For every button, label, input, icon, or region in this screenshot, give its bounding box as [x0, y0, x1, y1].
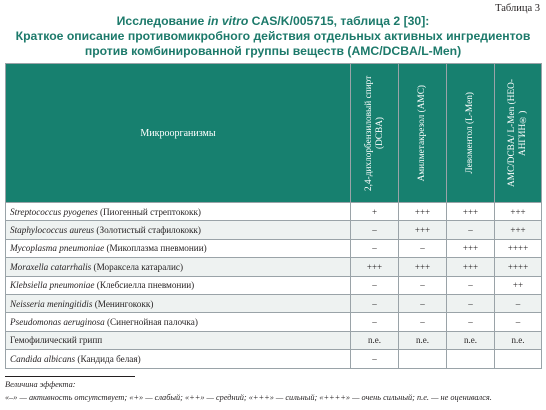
activity-value-cell: ++++	[495, 258, 542, 276]
organism-russian-name: (Золотистый стафилококк)	[94, 225, 201, 236]
header-dcba-label: 2,4-дихлорбензиловый спирт (DCBA)	[363, 75, 385, 191]
organism-cell	[6, 276, 351, 294]
activity-value-cell: +++	[351, 258, 399, 276]
activity-value-cell: +++	[495, 221, 542, 239]
activity-value-cell: –	[351, 239, 399, 257]
activity-value-cell	[399, 350, 447, 368]
activity-value-cell	[495, 350, 542, 368]
title-line-1-post: CAS/K/005715, таблица 2 [30]:	[248, 14, 430, 28]
activity-value-cell: –	[399, 276, 447, 294]
organism-latin-name: Mycoplasma pneumoniae	[10, 243, 105, 254]
activity-value-cell: n.e.	[447, 331, 495, 349]
activity-value-cell	[447, 350, 495, 368]
header-combination	[495, 64, 542, 203]
title-line-3: против комбинированной группы веществ (AMC/DCBA/L-Men)	[84, 44, 462, 58]
organism-cell	[6, 294, 351, 312]
activity-value-cell: n.e.	[495, 331, 542, 349]
title-line-1-pre: Исследование	[116, 14, 208, 28]
activity-value-cell: –	[351, 294, 399, 312]
header-dcba	[351, 64, 399, 203]
activity-value-cell: –	[399, 313, 447, 331]
organism-russian-name: (Менингококк)	[92, 298, 154, 309]
table-row	[6, 294, 542, 312]
title-line-1-italic: in vitro	[207, 14, 249, 28]
title-line-2: Краткое описание противомикробного действия отдельных активных ингредиентов	[15, 29, 531, 43]
organism-latin-name: Klebsiella pneumoniae	[10, 280, 95, 291]
table-row	[6, 276, 542, 294]
activity-value-cell: –	[351, 276, 399, 294]
activity-value-cell: +++	[399, 203, 447, 221]
activity-value-cell: –	[351, 313, 399, 331]
activity-value-cell: +++	[399, 258, 447, 276]
organism-russian-name: (Пиогенный стрептококк)	[97, 206, 201, 217]
organism-latin-name: Candida albicans	[10, 353, 76, 364]
footer-legend-title: Величина эффекта:	[5, 380, 76, 389]
activity-value-cell: ++	[495, 276, 542, 294]
organism-cell	[6, 239, 351, 257]
organism-cell	[6, 203, 351, 221]
organism-cell	[6, 350, 351, 368]
table-row	[6, 313, 542, 331]
activity-value-cell: n.e.	[351, 331, 399, 349]
header-organisms: Микроорганизмы	[6, 64, 351, 203]
header-row	[6, 64, 542, 203]
activity-value-cell: +++	[447, 203, 495, 221]
table-row	[6, 258, 542, 276]
organism-latin-name: Staphylococcus aureus	[10, 225, 95, 236]
table-row	[6, 350, 542, 368]
table-row	[6, 221, 542, 239]
organism-cell	[6, 331, 351, 349]
table-row	[6, 239, 542, 257]
organism-russian-name: Гемофилический грипп	[10, 335, 103, 346]
organism-russian-name: (Микоплазма пневмонии)	[104, 243, 207, 254]
activity-value-cell: ++++	[495, 239, 542, 257]
activity-value-cell: –	[495, 294, 542, 312]
organism-cell	[6, 313, 351, 331]
organism-latin-name: Streptococcus pyogenes	[10, 206, 98, 217]
title-line-1	[0, 14, 546, 29]
header-lmen-label: Левоментол (L-Men)	[465, 92, 475, 174]
activity-value-cell: –	[351, 221, 399, 239]
activity-value-cell: +++	[399, 221, 447, 239]
activity-value-cell: +	[351, 203, 399, 221]
activity-value-cell: +++	[447, 258, 495, 276]
organism-russian-name: (Мораксела катаралис)	[91, 261, 184, 272]
table-number: Таблица 3	[495, 3, 540, 14]
activity-value-cell: +++	[495, 203, 542, 221]
activity-value-cell: –	[399, 239, 447, 257]
activity-value-cell: –	[447, 276, 495, 294]
organism-russian-name: (Кандида белая)	[75, 353, 141, 364]
activity-value-cell: –	[399, 294, 447, 312]
organism-russian-name: (Синегнойная палочка)	[104, 317, 198, 328]
header-combination-label: AMC/DCBA/ L-Men (НЕО-АНГИН®)	[507, 79, 528, 187]
organism-latin-name: Neisseria meningitidis	[10, 298, 93, 309]
data-table	[5, 63, 542, 369]
organism-latin-name: Moraxella catarrhalis	[10, 261, 92, 272]
header-amc-label: Амилметакрезол (AMC)	[417, 84, 427, 182]
organism-cell	[6, 258, 351, 276]
activity-value-cell: –	[447, 294, 495, 312]
organism-russian-name: (Клебсиелла пневмонии)	[94, 280, 195, 291]
activity-value-cell: –	[447, 313, 495, 331]
activity-value-cell: –	[447, 221, 495, 239]
table-title	[0, 14, 546, 59]
footer-divider	[5, 376, 135, 377]
activity-value-cell: n.e.	[399, 331, 447, 349]
organism-latin-name: Pseudomonas aeruginosa	[10, 317, 105, 328]
header-amc	[399, 64, 447, 203]
activity-value-cell: –	[351, 350, 399, 368]
activity-value-cell: –	[495, 313, 542, 331]
table-row	[6, 331, 542, 349]
table-row	[6, 203, 542, 221]
header-lmen	[447, 64, 495, 203]
organism-cell	[6, 221, 351, 239]
activity-value-cell: +++	[447, 239, 495, 257]
footer-legend-text: «–» — активность отсутствует; «+» — слабый; «++» — средний; «+++» — сильный; «++++» — очень сильный; n.e. — не оценивался.	[5, 393, 492, 402]
